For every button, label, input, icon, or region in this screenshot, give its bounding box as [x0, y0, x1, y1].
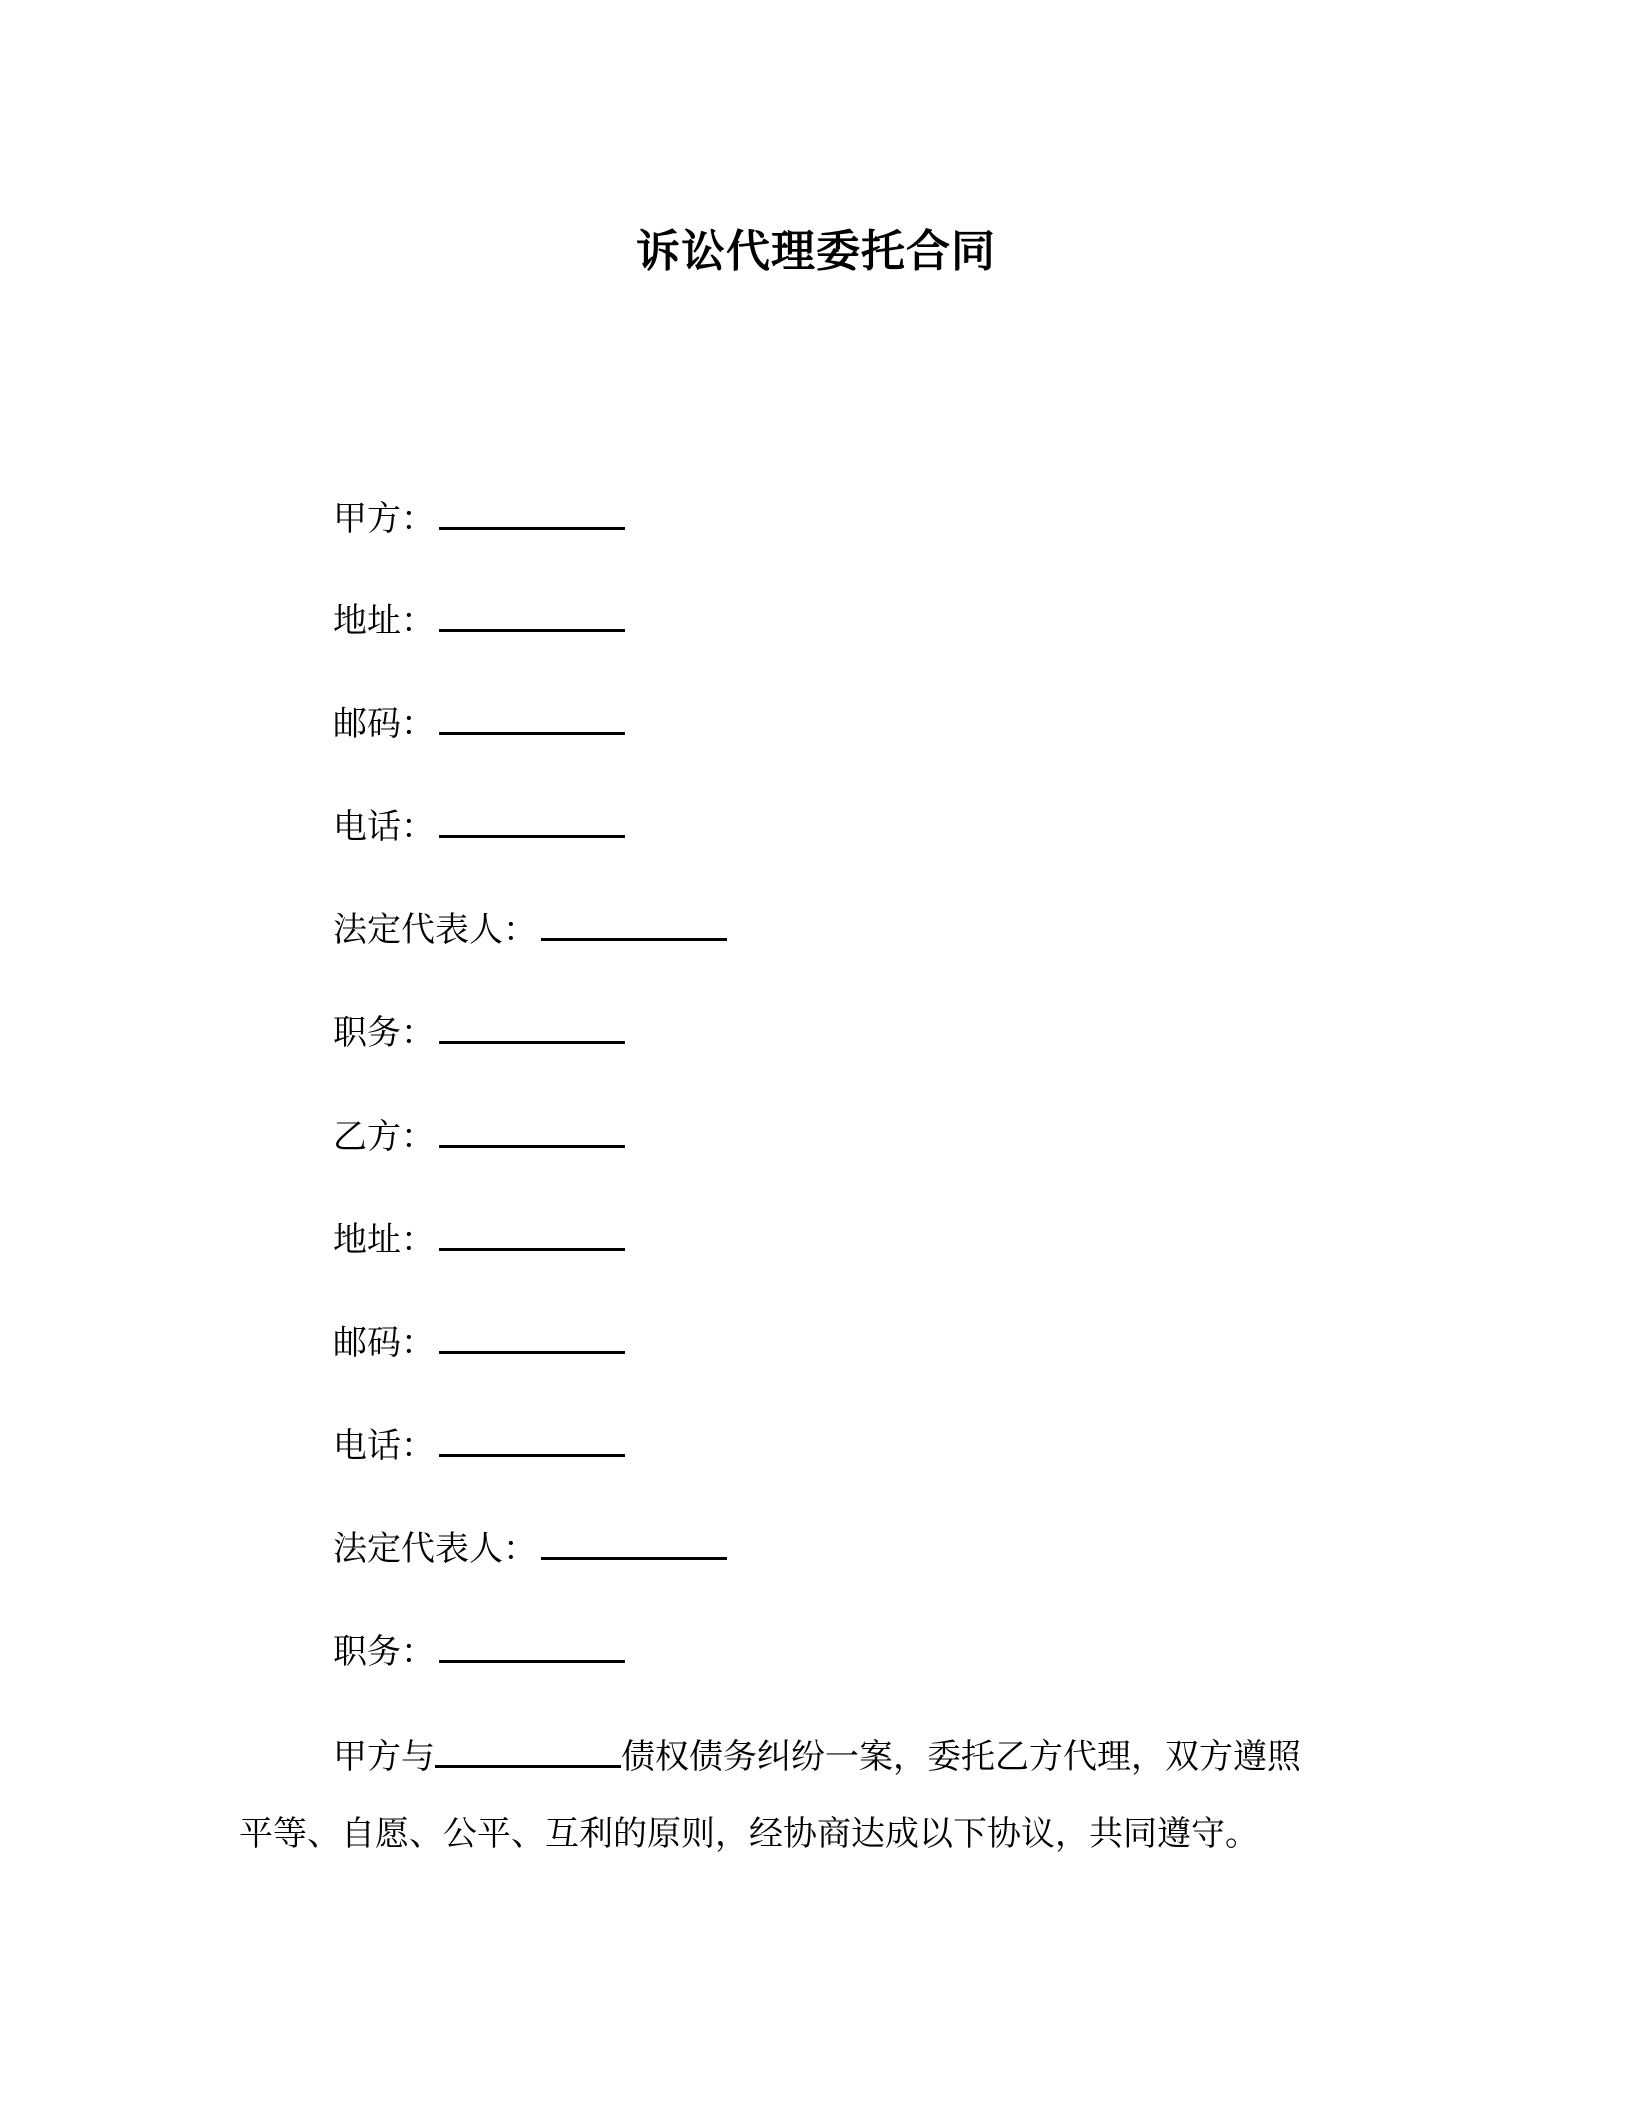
party-a-position-label: 职务： [333, 1013, 435, 1053]
party-b-legal-rep-field [333, 1525, 727, 1573]
party-b-position-field [333, 1628, 625, 1676]
party-b-postcode-field [333, 1319, 625, 1367]
preamble-part-1: 甲方与 [333, 1737, 435, 1777]
preamble-part-2: 债权债务纠纷一案，委托乙方代理，双方遵照 [621, 1737, 1301, 1777]
party-b-name-field [333, 1113, 625, 1161]
party-a-phone-field [333, 803, 625, 851]
preamble-line-1 [333, 1733, 1301, 1781]
party-a-postcode-blank[interactable] [439, 702, 625, 735]
party-a-name-field [333, 495, 625, 543]
party-b-address-blank[interactable] [439, 1218, 625, 1251]
party-b-position-blank[interactable] [439, 1630, 625, 1663]
party-a-position-blank[interactable] [439, 1011, 625, 1044]
party-b-name-blank[interactable] [439, 1115, 625, 1148]
document-title: 诉讼代理委托合同 [636, 226, 996, 277]
party-a-address-field [333, 597, 625, 645]
party-a-postcode-field [333, 700, 625, 748]
party-b-name-label: 乙方： [333, 1117, 435, 1157]
party-a-name-label: 甲方： [333, 499, 435, 539]
preamble-line-2: 平等、自愿、公平、互利的原则，经协商达成以下协议，共同遵守。 [239, 1814, 1259, 1854]
party-a-position-field [333, 1009, 625, 1057]
party-b-address-label: 地址： [333, 1220, 435, 1260]
party-a-phone-label: 电话： [333, 807, 435, 847]
party-b-phone-blank[interactable] [439, 1424, 625, 1457]
party-a-postcode-label: 邮码： [333, 704, 435, 744]
party-a-legal-rep-field [333, 906, 727, 954]
party-a-name-blank[interactable] [439, 497, 625, 530]
party-b-legal-rep-blank[interactable] [541, 1527, 727, 1560]
party-b-phone-field [333, 1422, 625, 1470]
party-a-phone-blank[interactable] [439, 805, 625, 838]
party-a-legal-rep-blank[interactable] [541, 908, 727, 941]
party-a-legal-rep-label: 法定代表人： [333, 910, 537, 950]
party-b-postcode-blank[interactable] [439, 1321, 625, 1354]
party-a-address-label: 地址： [333, 601, 435, 641]
party-b-phone-label: 电话： [333, 1426, 435, 1466]
party-b-legal-rep-label: 法定代表人： [333, 1529, 537, 1569]
party-a-address-blank[interactable] [439, 599, 625, 632]
party-b-address-field [333, 1216, 625, 1264]
party-b-postcode-label: 邮码： [333, 1323, 435, 1363]
preamble-dispute-party-blank[interactable] [435, 1735, 621, 1768]
party-b-position-label: 职务： [333, 1632, 435, 1672]
